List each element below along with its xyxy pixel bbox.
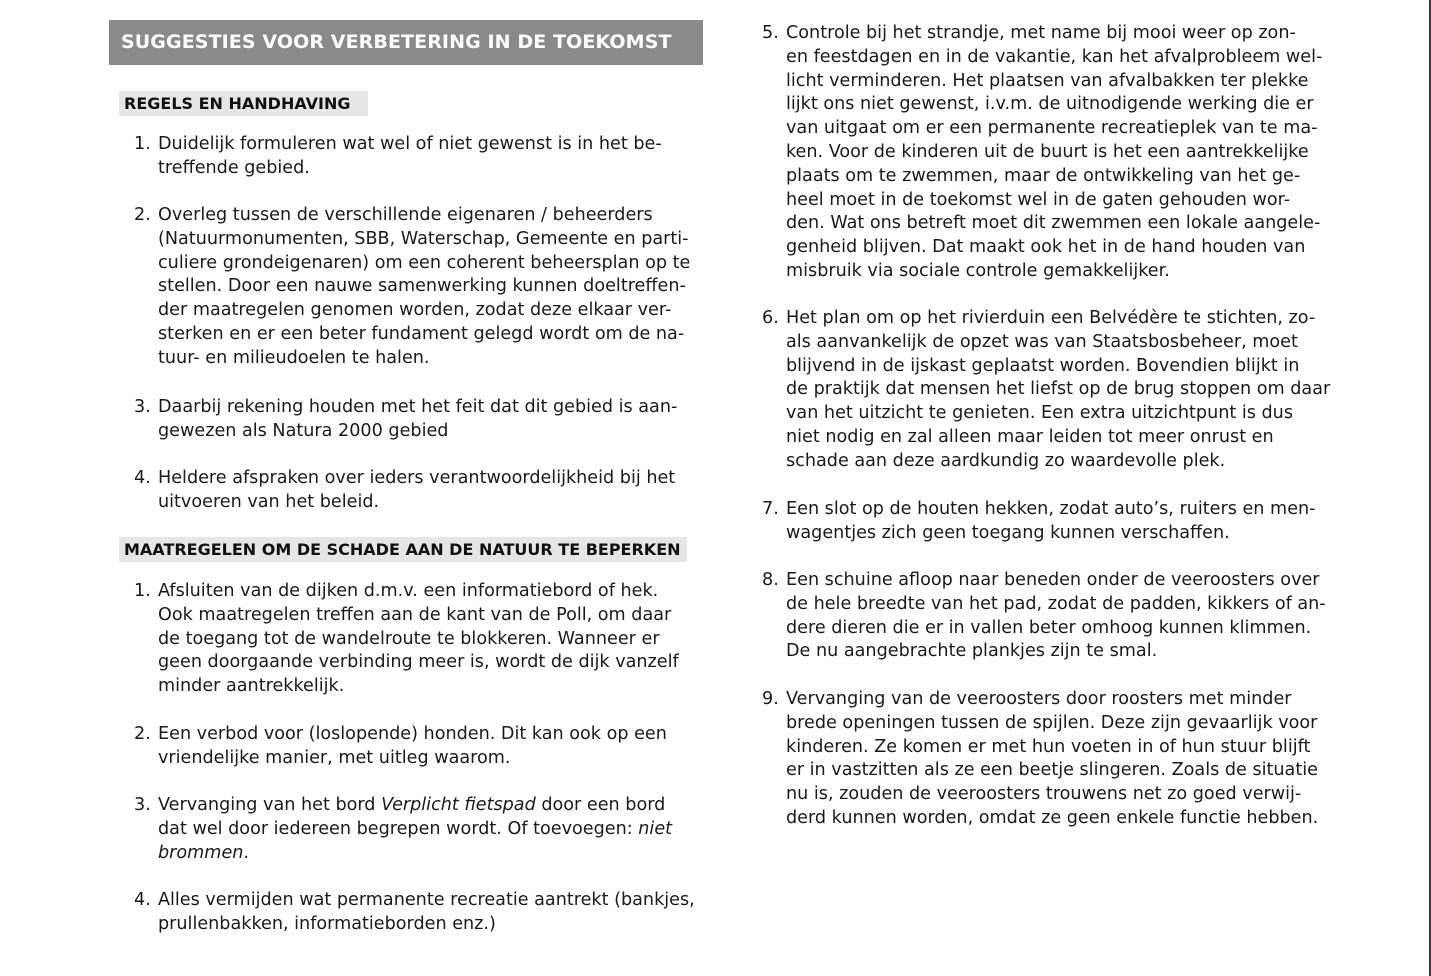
item-line: genheid blijven. Dat maakt ook het in de hand houden van xyxy=(786,237,1306,258)
item-text xyxy=(786,22,1322,284)
item-number: 8. xyxy=(762,570,779,590)
item-text xyxy=(786,569,1326,664)
item-line: Ook maatregelen treffen aan de kant van de Poll, om daar xyxy=(158,604,672,625)
item-line: kinderen. Ze komen er met hun voeten in of hun stuur blijft xyxy=(786,736,1311,757)
item-line: wagentjes zich geen toegang kunnen verschaffen. xyxy=(786,522,1230,543)
item-line: treffende gebied. xyxy=(158,157,310,178)
item-line: Een verbod voor (loslopende) honden. Dit kan ook op een xyxy=(158,724,667,744)
item-line: de toegang tot de wandelroute te blokkeren. Wanneer er xyxy=(158,628,660,649)
sign-text-emphasis: Verplicht fietspad xyxy=(381,795,536,815)
item-text xyxy=(158,794,672,865)
item-line: Vervanging van de veeroosters door roosters met minder xyxy=(786,689,1292,709)
item-line: tuur- en milieudoelen te halen. xyxy=(158,347,430,368)
item-line: Alles vermijden wat permanente recreatie aantrekt (bankjes, xyxy=(158,890,695,910)
item-line: de hele breedte van het pad, zodat de padden, kikkers of an- xyxy=(786,593,1326,614)
item-text xyxy=(158,133,662,181)
item-text xyxy=(158,889,695,937)
item-line: Controle bij het strandje, met name bij mooi weer op zon- xyxy=(786,23,1296,43)
item-text xyxy=(786,688,1318,831)
item-line: plaats om te zwemmen, maar de ontwikkeling van het ge- xyxy=(786,165,1301,186)
item-line: minder aantrekkelijk. xyxy=(158,676,345,697)
text-run: . xyxy=(243,842,250,863)
item-number: 6. xyxy=(762,308,779,328)
item-number: 4. xyxy=(134,468,151,488)
text-run: door een bord xyxy=(535,795,666,815)
item-line: der maatregelen genomen worden, zodat deze elkaar ver- xyxy=(158,300,672,321)
item-number: 3. xyxy=(134,397,151,417)
item-line: prullenbakken, informatieborden enz.) xyxy=(158,913,496,934)
item-number: 3. xyxy=(134,795,151,815)
item-line: niet nodig en zal alleen maar leiden tot meer onrust en xyxy=(786,426,1274,447)
item-line: De nu aangebrachte plankjes zijn te smal. xyxy=(786,641,1158,662)
section-heading-rules: REGELS EN HANDHAVING xyxy=(119,91,368,116)
item-number: 4. xyxy=(134,890,151,910)
item-line: Heldere afspraken over ieders verantwoordelijkheid bij het xyxy=(158,468,676,488)
item-line: (Natuurmonumenten, SBB, Waterschap, Gemeente en parti- xyxy=(158,228,689,249)
item-line: Duidelijk formuleren wat wel of niet gewenst is in het be- xyxy=(158,134,662,154)
item-line: nu is, zouden de veeroosters trouwens net zo goed verwij- xyxy=(786,784,1302,805)
item-line: vriendelijke manier, met uitleg waarom. xyxy=(158,747,511,768)
item-number: 1. xyxy=(134,581,151,601)
item-line: den. Wat ons betreft moet dit zwemmen een lokale aangele- xyxy=(786,213,1321,234)
item-line: er in vastzitten als ze een beetje slingeren. Zoals de situatie xyxy=(786,760,1318,781)
item-line: Een schuine afloop naar beneden onder de veeroosters over xyxy=(786,570,1320,590)
item-line: derd kunnen worden, omdat ze geen enkele functie hebben. xyxy=(786,807,1319,828)
item-line: schade aan deze aardkundig zo waardevolle plek. xyxy=(786,450,1226,471)
item-line: geen doorgaande verbinding meer is, wordt de dijk vanzelf xyxy=(158,652,679,673)
item-number: 9. xyxy=(762,689,779,709)
item-line: als aanvankelijk de opzet was van Staatsbosbeheer, moet xyxy=(786,331,1298,352)
item-line: van uitgaat om er een permanente recreatieplek van te ma- xyxy=(786,118,1318,139)
item-text xyxy=(158,723,667,771)
item-number: 7. xyxy=(762,499,779,519)
item-text xyxy=(158,204,690,371)
item-line xyxy=(158,842,672,866)
item-number: 1. xyxy=(134,134,151,154)
item-line: licht verminderen. Het plaatsen van afvalbakken ter plekke xyxy=(786,70,1309,91)
item-line: en feestdagen en in de vakantie, kan het afvalprobleem wel- xyxy=(786,46,1323,67)
item-line: blijvend in de ijskast geplaatst worden. Bovendien blijkt in xyxy=(786,355,1300,376)
item-line: gewezen als Natura 2000 gebied xyxy=(158,420,449,441)
item-line: heel moet in de toekomst wel in de gaten gehouden wor- xyxy=(786,189,1291,210)
sign-text-emphasis: niet xyxy=(638,818,673,839)
item-line: brede openingen tussen de spijlen. Deze zijn gevaarlijk voor xyxy=(786,712,1318,733)
item-number: 2. xyxy=(134,724,151,744)
item-line: misbruik via sociale controle gemakkelijker. xyxy=(786,260,1170,281)
item-line: culiere grondeigenaren) om een coherent beheersplan op te xyxy=(158,252,691,273)
item-line: lijkt ons niet gewenst, i.v.m. de uitnodigende werking die er xyxy=(786,94,1314,115)
item-line: van het uitzicht te genieten. Een extra uitzichtpunt is dus xyxy=(786,403,1293,424)
item-text xyxy=(158,467,675,515)
item-line: sterken en er een beter fundament gelegd wordt om de na- xyxy=(158,323,685,344)
text-run: dat wel door iedereen begrepen wordt. Of toevoegen: xyxy=(158,818,639,839)
item-line: de praktijk dat mensen het liefst op de brug stoppen om daar xyxy=(786,379,1331,400)
item-line: Daarbij rekening houden met het feit dat dit gebied is aan- xyxy=(158,397,678,417)
text-run: Vervanging van het bord xyxy=(158,795,382,815)
item-line: ken. Voor de kinderen uit de buurt is het een aantrekkelijke xyxy=(786,141,1309,162)
item-text xyxy=(158,396,677,444)
item-text xyxy=(786,498,1316,546)
item-line: Afsluiten van de dijken d.m.v. een informatiebord of hek. xyxy=(158,581,659,601)
item-number: 2. xyxy=(134,205,151,225)
item-text xyxy=(786,307,1330,474)
main-heading: SUGGESTIES VOOR VERBETERING IN DE TOEKOMST xyxy=(109,20,703,65)
section-heading-measures: MAATREGELEN OM DE SCHADE AAN DE NATUUR TE BEPERKEN xyxy=(119,537,687,562)
item-line: Een slot op de houten hekken, zodat auto’s, ruiters en men- xyxy=(786,499,1316,519)
item-line: Overleg tussen de verschillende eigenaren / beheerders xyxy=(158,205,653,225)
item-number: 5. xyxy=(762,23,779,43)
item-line xyxy=(158,794,672,818)
item-line: stellen. Door een nauwe samenwerking kunnen doeltreffen- xyxy=(158,276,686,297)
item-text xyxy=(158,580,679,699)
item-line: uitvoeren van het beleid. xyxy=(158,491,380,512)
item-line: Het plan om op het rivierduin een Belvédère te stichten, zo- xyxy=(786,308,1316,328)
item-line xyxy=(158,818,672,842)
item-line: dere dieren die er in vallen beter omhoog kunnen klimmen. xyxy=(786,617,1312,638)
sign-text-emphasis: brommen xyxy=(158,842,244,863)
